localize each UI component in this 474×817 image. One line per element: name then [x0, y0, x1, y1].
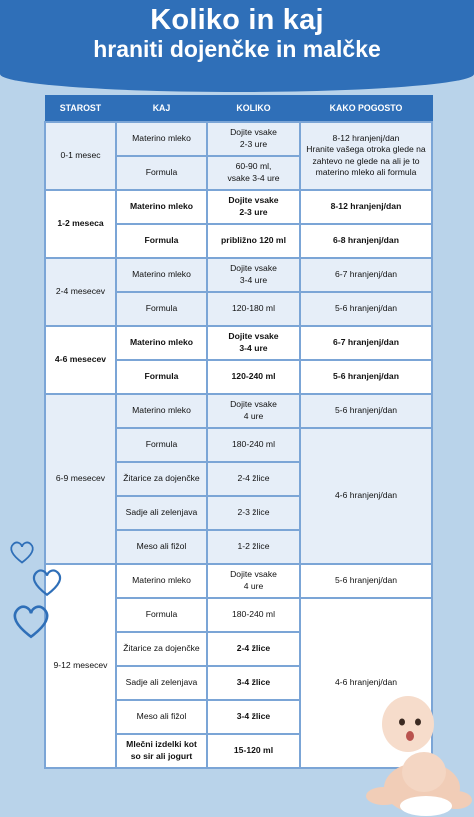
- pogosto-cell: 5-6 hranjenj/dan: [300, 564, 432, 598]
- column-header-koliko: KOLIKO: [207, 96, 300, 122]
- pogosto-cell: 5-6 hranjenj/dan: [300, 360, 432, 394]
- table-row: [45, 258, 432, 292]
- koliko-cell: 3-4 žlice: [207, 700, 300, 734]
- kaj-cell: Materino mleko: [116, 122, 207, 156]
- pogosto-cell: 4-6 hranjenj/dan: [300, 428, 432, 564]
- kaj-cell: Meso ali fižol: [116, 700, 207, 734]
- koliko-cell: 15-120 ml: [207, 734, 300, 768]
- kaj-cell: Formula: [116, 156, 207, 190]
- heart-outline-icon: [30, 565, 64, 599]
- table-row: [45, 122, 432, 156]
- kaj-cell: Sadje ali zelenjava: [116, 496, 207, 530]
- koliko-cell: 2-4 žlice: [207, 462, 300, 496]
- kaj-cell: Formula: [116, 428, 207, 462]
- page-subtitle: hraniti dojenčke in malčke: [93, 36, 381, 62]
- koliko-cell: Dojite vsake 4 ure: [207, 394, 300, 428]
- koliko-cell: 180-240 ml: [207, 428, 300, 462]
- kaj-cell: Formula: [116, 292, 207, 326]
- koliko-cell: 2-4 žlice: [207, 632, 300, 666]
- column-header-kaj: KAJ: [116, 96, 207, 122]
- age-cell: 6-9 mesecev: [45, 394, 116, 564]
- koliko-cell: 2-3 žlice: [207, 496, 300, 530]
- heart-outline-icon: [10, 600, 52, 642]
- kaj-cell: Materino mleko: [116, 394, 207, 428]
- kaj-cell: Materino mleko: [116, 258, 207, 292]
- pogosto-cell: 6-7 hranjenj/dan: [300, 258, 432, 292]
- heart-outline-icon: [8, 538, 36, 566]
- kaj-cell: Žitarice za dojenčke: [116, 462, 207, 496]
- pogosto-cell: 4-6 hranjenj/dan: [300, 598, 432, 768]
- feeding-table-container: [44, 95, 431, 769]
- age-cell: 2-4 mesecev: [45, 258, 116, 326]
- kaj-cell: Mlečni izdelki kot so sir ali jogurt: [116, 734, 207, 768]
- pogosto-cell: 5-6 hranjenj/dan: [300, 292, 432, 326]
- page-title: Koliko in kaj: [150, 4, 324, 36]
- age-cell: 4-6 mesecev: [45, 326, 116, 394]
- column-header-starost: STAROST: [45, 96, 116, 122]
- koliko-cell: približno 120 ml: [207, 224, 300, 258]
- table-row: [45, 190, 432, 224]
- kaj-cell: Sadje ali zelenjava: [116, 666, 207, 700]
- kaj-cell: Formula: [116, 224, 207, 258]
- pogosto-cell: 8-12 hranjenj/dan Hranite vašega otroka glede na zahtevo ne glede na ali je to materino mleko ali formula: [300, 122, 432, 190]
- pogosto-cell: 5-6 hranjenj/dan: [300, 394, 432, 428]
- age-cell: 1-2 meseca: [45, 190, 116, 258]
- kaj-cell: Meso ali fižol: [116, 530, 207, 564]
- koliko-cell: 120-240 ml: [207, 360, 300, 394]
- kaj-cell: Materino mleko: [116, 564, 207, 598]
- age-cell: 0-1 mesec: [45, 122, 116, 190]
- kaj-cell: Formula: [116, 360, 207, 394]
- koliko-cell: 120-180 ml: [207, 292, 300, 326]
- pogosto-cell: 6-8 hranjenj/dan: [300, 224, 432, 258]
- koliko-cell: 3-4 žlice: [207, 666, 300, 700]
- column-header-kako-pogosto: KAKO POGOSTO: [300, 96, 432, 122]
- kaj-cell: Materino mleko: [116, 190, 207, 224]
- table-row: [45, 394, 432, 428]
- table-row: [45, 326, 432, 360]
- pogosto-cell: 8-12 hranjenj/dan: [300, 190, 432, 224]
- koliko-cell: 60-90 ml, vsake 3-4 ure: [207, 156, 300, 190]
- kaj-cell: Materino mleko: [116, 326, 207, 360]
- koliko-cell: 1-2 žlice: [207, 530, 300, 564]
- feeding-table: [44, 95, 433, 769]
- kaj-cell: Žitarice za dojenčke: [116, 632, 207, 666]
- koliko-cell: Dojite vsake 3-4 ure: [207, 258, 300, 292]
- koliko-cell: Dojite vsake 2-3 ure: [207, 190, 300, 224]
- pogosto-cell: 6-7 hranjenj/dan: [300, 326, 432, 360]
- koliko-cell: Dojite vsake 2-3 ure: [207, 122, 300, 156]
- koliko-cell: 180-240 ml: [207, 598, 300, 632]
- kaj-cell: Formula: [116, 598, 207, 632]
- age-cell: 9-12 mesecev: [45, 564, 116, 768]
- baby-image: [364, 688, 474, 817]
- table-row: [45, 564, 432, 598]
- koliko-cell: Dojite vsake 4 ure: [207, 564, 300, 598]
- header-banner: [0, 0, 474, 92]
- koliko-cell: Dojite vsake 3-4 ure: [207, 326, 300, 360]
- table-header-row: [45, 96, 432, 122]
